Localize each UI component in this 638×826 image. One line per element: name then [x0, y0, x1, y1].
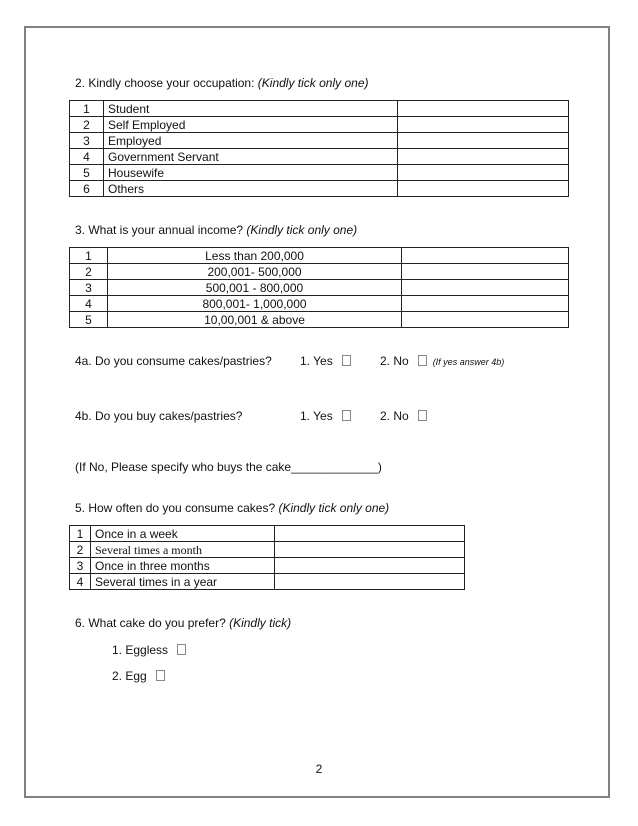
option-label: 2. No: [380, 409, 409, 423]
table-row: [70, 133, 569, 149]
question-hint: (If yes answer 4b): [432, 357, 505, 367]
row-number: 4: [70, 574, 91, 590]
row-label: Several times a month: [91, 542, 275, 558]
row-label: Self Employed: [104, 117, 398, 133]
row-label: Once in three months: [91, 558, 275, 574]
question-consume: 4a. Do you consume cakes/pastries?: [75, 354, 272, 368]
who-buys-cake-field[interactable]: (If No, Please specify who buys the cake_____________): [75, 460, 382, 474]
question-income: [75, 223, 357, 237]
eggless-option[interactable]: [112, 643, 186, 657]
table-row: [70, 296, 569, 312]
tick-cell[interactable]: [398, 133, 569, 149]
question-hint: (Kindly tick only one): [246, 223, 358, 237]
row-number: 1: [70, 526, 91, 542]
tick-cell[interactable]: [402, 296, 569, 312]
question-buy: 4b. Do you buy cakes/pastries?: [75, 409, 243, 423]
tick-cell[interactable]: [398, 117, 569, 133]
option-label: 2. No: [380, 354, 409, 368]
row-label: Employed: [104, 133, 398, 149]
table-row: [70, 181, 569, 197]
checkbox-icon[interactable]: [156, 670, 165, 681]
option-label: 1. Yes: [300, 354, 333, 368]
tick-cell[interactable]: [402, 264, 569, 280]
row-number: 2: [70, 264, 108, 280]
table-row: [70, 542, 465, 558]
option-label: 2. Egg: [112, 669, 147, 683]
row-label: Less than 200,000: [108, 248, 402, 264]
checkbox-icon[interactable]: [177, 644, 186, 655]
table-row: [70, 574, 465, 590]
tick-cell[interactable]: [398, 165, 569, 181]
question-hint: (Kindly tick): [229, 616, 292, 630]
tick-cell[interactable]: [398, 101, 569, 117]
table-row: [70, 312, 569, 328]
question-text: 6. What cake do you prefer?: [75, 616, 230, 630]
table-row: [70, 149, 569, 165]
consume-yes-option[interactable]: [300, 354, 351, 368]
row-label: 800,001- 1,000,000: [108, 296, 402, 312]
row-number: 3: [70, 133, 104, 149]
income-table: [69, 247, 569, 328]
checkbox-icon[interactable]: [342, 410, 351, 421]
row-label: Government Servant: [104, 149, 398, 165]
checkbox-icon[interactable]: [342, 355, 351, 366]
table-row: [70, 248, 569, 264]
row-number: 6: [70, 181, 104, 197]
row-label: Student: [104, 101, 398, 117]
tick-cell[interactable]: [402, 312, 569, 328]
tick-cell[interactable]: [398, 149, 569, 165]
tick-cell[interactable]: [402, 280, 569, 296]
consume-no-option[interactable]: [380, 354, 504, 368]
question-occupation: [75, 76, 369, 90]
question-hint: (Kindly tick only one): [257, 76, 369, 90]
frequency-table: [69, 525, 465, 590]
tick-cell[interactable]: [275, 526, 465, 542]
question-hint: (Kindly tick only one): [278, 501, 390, 515]
row-label: Others: [104, 181, 398, 197]
tick-cell[interactable]: [275, 574, 465, 590]
row-number: 1: [70, 101, 104, 117]
row-label: Once in a week: [91, 526, 275, 542]
tick-cell[interactable]: [275, 542, 465, 558]
buy-yes-option[interactable]: [300, 409, 351, 423]
table-row: [70, 117, 569, 133]
tick-cell[interactable]: [402, 248, 569, 264]
page-number: 2: [315, 762, 323, 776]
row-number: 3: [70, 280, 108, 296]
tick-cell[interactable]: [275, 558, 465, 574]
question-text: 2. Kindly choose your occupation:: [75, 76, 258, 90]
question-text: 5. How often do you consume cakes?: [75, 501, 279, 515]
table-row: [70, 558, 465, 574]
table-row: [70, 526, 465, 542]
row-label: 200,001- 500,000: [108, 264, 402, 280]
question-text: 3. What is your annual income?: [75, 223, 247, 237]
row-number: 5: [70, 165, 104, 181]
table-row: [70, 280, 569, 296]
row-number: 4: [70, 296, 108, 312]
option-label: 1. Yes: [300, 409, 333, 423]
row-label: 10,00,001 & above: [108, 312, 402, 328]
table-row: [70, 165, 569, 181]
buy-no-option[interactable]: [380, 409, 427, 423]
occupation-table: [69, 100, 569, 197]
question-frequency: [75, 501, 389, 515]
option-label: 1. Eggless: [112, 643, 169, 657]
table-row: [70, 264, 569, 280]
question-preference: [75, 616, 291, 630]
row-number: 5: [70, 312, 108, 328]
row-label: Several times in a year: [91, 574, 275, 590]
row-label: 500,001 - 800,000: [108, 280, 402, 296]
row-number: 1: [70, 248, 108, 264]
egg-option[interactable]: [112, 669, 165, 683]
row-number: 4: [70, 149, 104, 165]
table-row: [70, 101, 569, 117]
row-number: 2: [70, 542, 91, 558]
row-label: Housewife: [104, 165, 398, 181]
checkbox-icon[interactable]: [418, 355, 427, 366]
row-number: 2: [70, 117, 104, 133]
tick-cell[interactable]: [398, 181, 569, 197]
checkbox-icon[interactable]: [418, 410, 427, 421]
row-number: 3: [70, 558, 91, 574]
